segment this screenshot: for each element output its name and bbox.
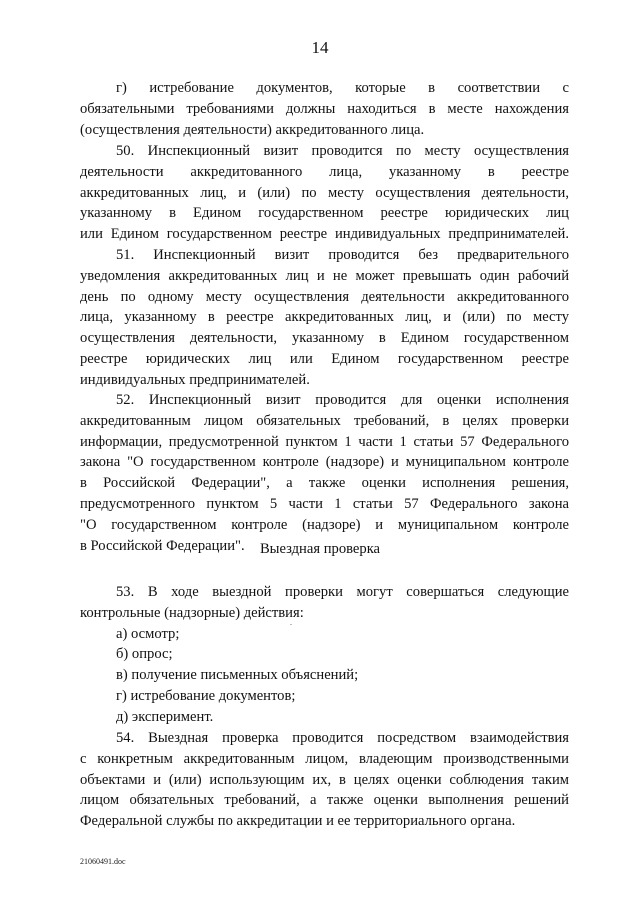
text-line: обязательными требованиями должны находиться в месте нахождения xyxy=(80,100,569,117)
text-line: 53. В ходе выездной проверки могут совершаться следующие xyxy=(116,584,569,600)
list-item: д) эксперимент. xyxy=(116,708,214,725)
paragraph-50 xyxy=(80,141,569,245)
section-heading: Выездная проверка xyxy=(259,541,381,557)
scan-speck xyxy=(290,624,292,625)
text-line: реестре юридических лиц или Едином государственном реестре xyxy=(80,350,569,367)
text-line: предусмотренного пунктом 5 части 1 статьи 57 Федерального закона xyxy=(80,495,569,512)
text-line: г) истребование документов, которые в соответствии с xyxy=(116,80,569,96)
text-line: "О государственном контроле (надзоре) и муниципальном контроле xyxy=(80,516,569,533)
text-line: индивидуальных предпринимателей. xyxy=(80,371,310,388)
list-item: г) истребование документов; xyxy=(116,687,296,704)
text-line: Федеральной службы по аккредитации и ее территориального органа. xyxy=(80,813,516,830)
text-line: 51. Инспекционный визит проводится без предварительного xyxy=(116,247,569,263)
text-line: осуществления деятельности, указанному в Едином государственном xyxy=(80,330,569,347)
text-line: аккредитованных лиц, и (или) по месту осуществления деятельности, xyxy=(80,184,569,201)
text-line: закона "О государственном контроле (надзоре) и муниципальном контроле xyxy=(80,454,569,471)
page-number: 14 xyxy=(311,38,329,57)
text-line: лицом обязательных требований, а также оценки выполнения решений xyxy=(80,792,569,809)
text-line: информации, предусмотренной пунктом 1 части 1 статьи 57 Федерального xyxy=(80,433,569,450)
text-line: день по одному месту осуществления деятельности аккредитованного xyxy=(80,288,569,305)
paragraph-51 xyxy=(80,245,569,391)
text-line: объектами и (или) использующим их, в целях оценки соблюдения таким xyxy=(80,771,569,788)
text-line: (осуществления деятельности) аккредитованного лица. xyxy=(80,121,425,138)
text-line: контрольные (надзорные) действия: xyxy=(80,604,304,621)
list-item: в) получение письменных объяснений; xyxy=(116,667,359,684)
paragraph-g-continuation xyxy=(80,78,569,140)
paragraph-52 xyxy=(80,390,569,556)
text-line: с конкретным аккредитованным лицом, владеющим производственными xyxy=(80,750,569,767)
text-line: в Российской Федерации". xyxy=(80,537,245,554)
text-line: 52. Инспекционный визит проводится для оценки исполнения xyxy=(116,392,569,408)
text-line: 50. Инспекционный визит проводится по месту осуществления xyxy=(116,143,569,159)
document-reference: 21060491.doc xyxy=(80,857,126,866)
text-line: или Едином государственном реестре индивидуальных предпринимателей. xyxy=(80,226,569,243)
text-line: указанному в Едином государственном реестре юридических лиц xyxy=(80,205,569,222)
list-item: б) опрос; xyxy=(116,646,173,663)
paragraph-53 xyxy=(80,582,569,728)
text-line: 54. Выездная проверка проводится посредством взаимодействия xyxy=(116,730,569,746)
paragraph-54 xyxy=(80,728,569,832)
list-item: а) осмотр; xyxy=(116,625,180,642)
text-line: аккредитованным лицом обязательных требований, в целях проверки xyxy=(80,412,569,429)
text-line: лица, указанному в реестре аккредитованных лиц, и (или) по месту xyxy=(80,309,569,326)
text-line: уведомления аккредитованных лиц и не может превышать один рабочий xyxy=(80,267,569,284)
text-line: в Российской Федерации", а также оценки исполнения решения, xyxy=(80,475,569,492)
text-line: деятельности аккредитованного лица, указанному в реестре xyxy=(80,163,569,180)
